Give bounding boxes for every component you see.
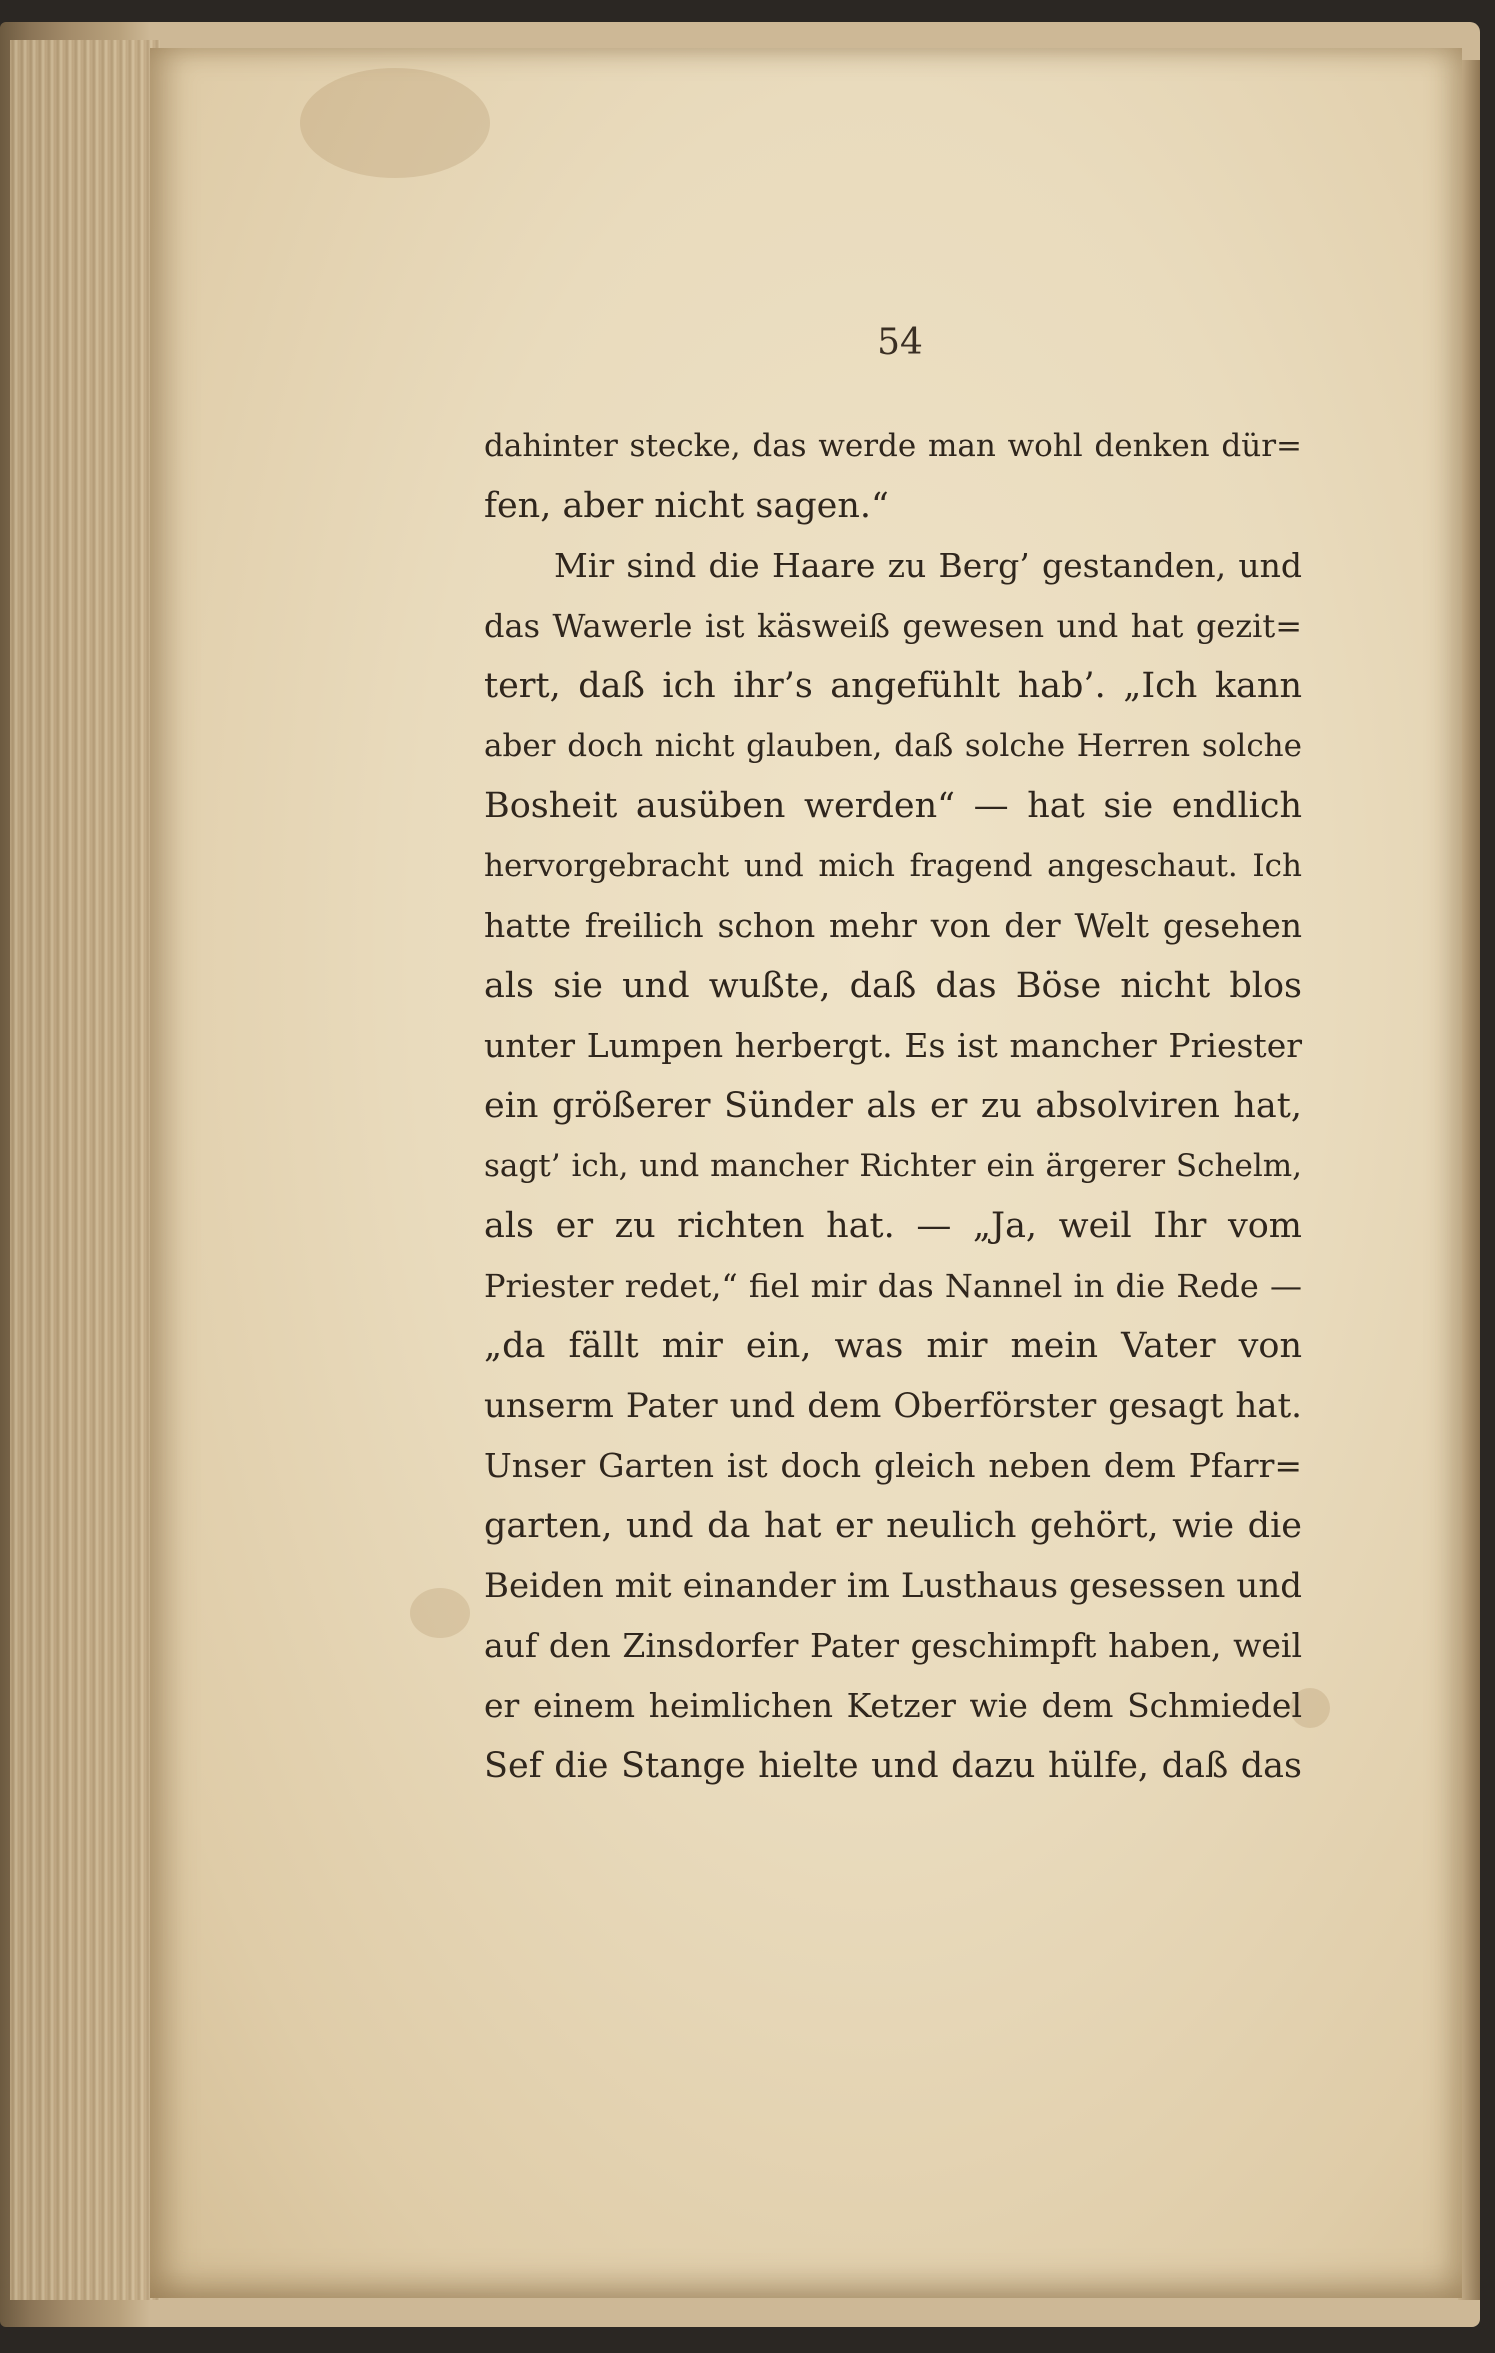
text-line: Beiden mit einander im Lusthaus gesessen und <box>484 1566 1302 1606</box>
text-line: dahinter stecke, das werde man wohl denken dür= <box>484 428 1302 464</box>
text-line: als er zu richten hat. — „Ja, weil Ihr vom <box>484 1206 1302 1246</box>
text-line: Sef die Stange hielte und dazu hülfe, daß das <box>484 1746 1302 1786</box>
text-line: er einem heimlichen Ketzer wie dem Schmiedel <box>484 1686 1302 1725</box>
text-line: aber doch nicht glauben, daß solche Herren solche <box>484 728 1302 764</box>
text-line: als sie und wußte, daß das Böse nicht blos <box>484 966 1302 1006</box>
text-line: hatte freilich schon mehr von der Welt gesehen <box>484 906 1302 945</box>
text-line: „da fällt mir ein, was mir mein Vater von <box>484 1326 1302 1366</box>
page-number: 54 <box>877 322 923 363</box>
text-line: auf den Zinsdorfer Pater geschimpft haben, weil <box>484 1626 1302 1665</box>
page-stack-edges <box>10 40 160 2300</box>
text-line: Bosheit ausüben werden“ — hat sie endlich <box>484 786 1302 826</box>
text-line: fen, aber nicht sagen.“ <box>484 486 889 526</box>
text-line: sagt’ ich, und mancher Richter ein ärgerer Schelm, <box>484 1148 1302 1184</box>
text-line: tert, daß ich ihr’s angefühlt hab’. „Ich kann <box>484 666 1302 706</box>
paper-stain <box>410 1588 470 1638</box>
text-line: das Wawerle ist käsweiß gewesen und hat gezit= <box>484 607 1302 645</box>
text-line: unserm Pater und dem Oberförster gesagt hat. <box>484 1386 1302 1426</box>
text-line: ein größerer Sünder als er zu absolviren hat, <box>484 1086 1302 1126</box>
paper-stain <box>300 68 490 178</box>
text-line: Unser Garten ist doch gleich neben dem Pfarr= <box>484 1446 1302 1485</box>
text-line: Mir sind die Haare zu Berg’ gestanden, und <box>554 546 1302 585</box>
text-line: Priester redet,“ fiel mir das Nannel in die Rede — <box>484 1267 1302 1305</box>
text-line: garten, und da hat er neulich gehört, wie die <box>484 1506 1302 1546</box>
page-body-text <box>484 416 1302 1796</box>
text-line: hervorgebracht und mich fragend angeschaut. Ich <box>484 848 1302 884</box>
text-line: unter Lumpen herbergt. Es ist mancher Priester <box>484 1026 1302 1065</box>
